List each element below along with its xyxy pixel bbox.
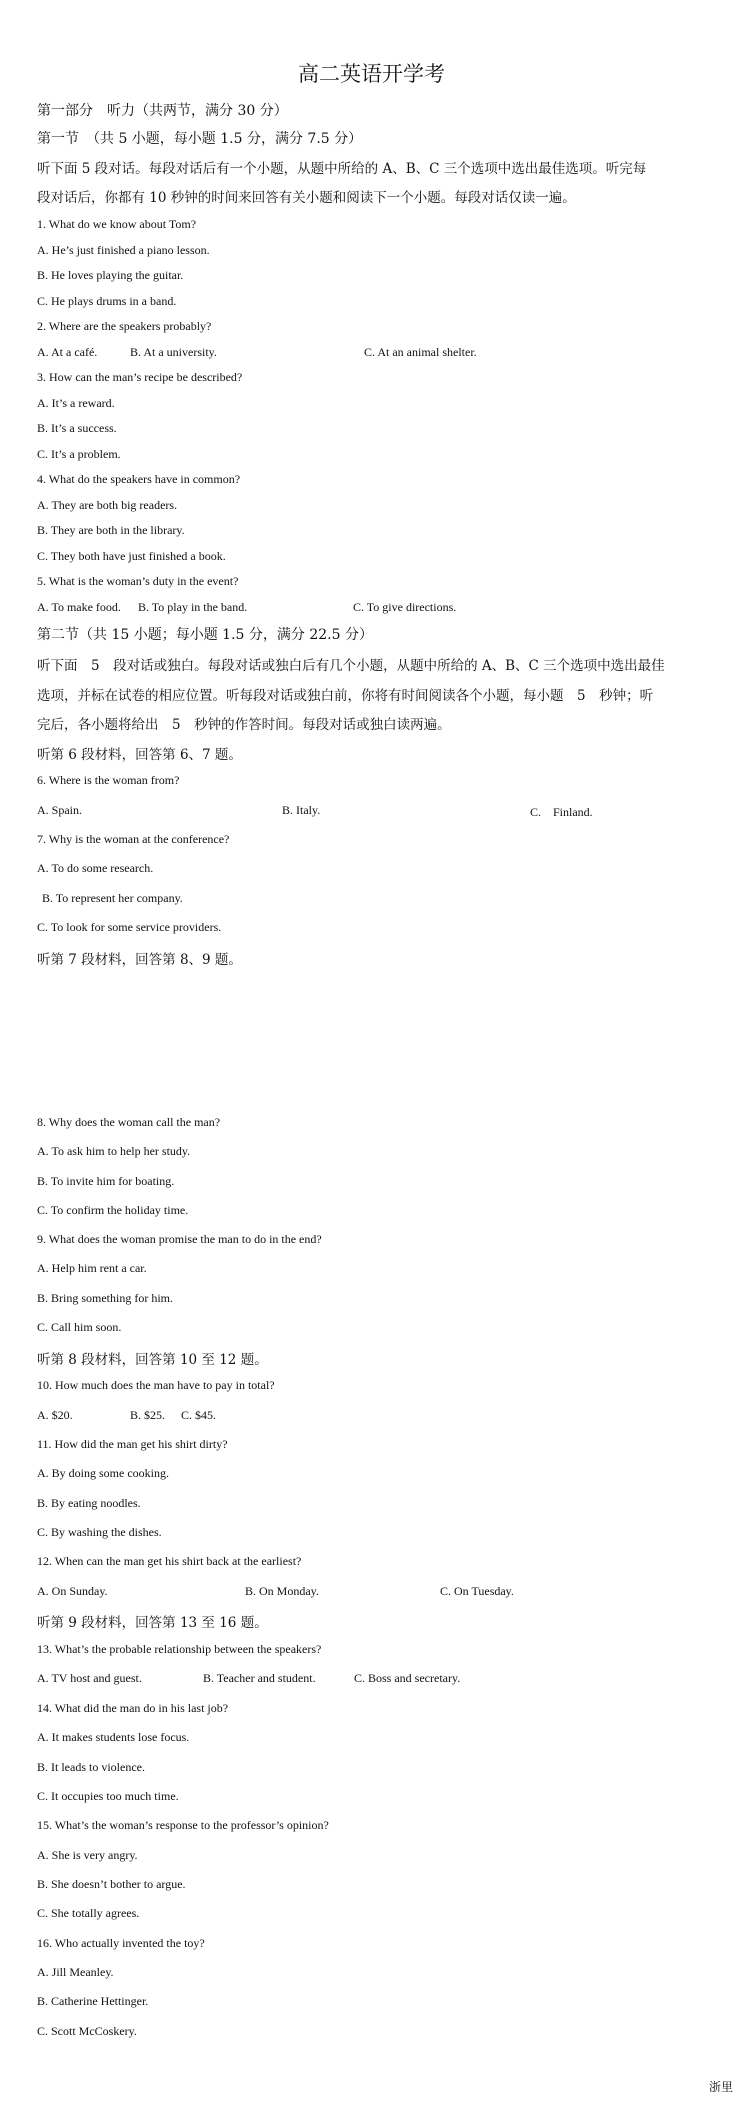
option-9b: B. Bring something for him.	[37, 1291, 173, 1305]
material-7-label: 听第 7 段材料，回答第 8、9 题。	[37, 952, 242, 968]
option-2a: A. At a café.	[37, 345, 98, 359]
option-15b: B. She doesn’t bother to argue.	[37, 1877, 186, 1891]
option-7c: C. To look for some service providers.	[37, 920, 222, 934]
option-15a: A. She is very angry.	[37, 1848, 138, 1862]
question-3: 3. How can the man’s recipe be described?	[37, 370, 243, 384]
option-10c: C. $45.	[181, 1408, 217, 1422]
question-14: 14. What did the man do in his last job?	[37, 1701, 229, 1715]
option-8b: B. To invite him for boating.	[37, 1174, 175, 1188]
option-5a: A. To make food.	[37, 600, 121, 614]
section2-instructions-line3: 完后，各小题将给出 5 秒钟的作答时间。每段对话或独白读两遍。	[37, 717, 451, 733]
option-7a: A. To do some research.	[37, 861, 154, 875]
question-15: 15. What’s the woman’s response to the professor’s opinion?	[37, 1818, 329, 1832]
option-10a: A. $20.	[37, 1408, 73, 1422]
option-8a: A. To ask him to help her study.	[37, 1144, 191, 1158]
part1-heading: 第一部分 听力（共两节，满分 30 分）	[37, 103, 288, 119]
option-9a: A. Help him rent a car.	[37, 1261, 147, 1275]
option-6a: A. Spain.	[37, 803, 82, 817]
option-11b: B. By eating noodles.	[37, 1496, 141, 1510]
question-12: 12. When can the man get his shirt back at the earliest?	[37, 1554, 302, 1568]
option-1c: C. He plays drums in a band.	[37, 294, 177, 308]
option-14c: C. It occupies too much time.	[37, 1789, 179, 1803]
footer-watermark: 浙里	[708, 2080, 733, 2094]
section1-instructions-line2: 段对话后，你都有 10 秒钟的时间来回答有关小题和阅读下一个小题。每段对话仅读一遍。	[37, 190, 576, 206]
option-11c: C. By washing the dishes.	[37, 1525, 162, 1539]
option-13b: B. Teacher and student.	[203, 1671, 316, 1685]
question-2: 2. Where are the speakers probably?	[37, 319, 212, 333]
option-14b: B. It leads to violence.	[37, 1760, 145, 1774]
question-5: 5. What is the woman’s duty in the event?	[37, 574, 239, 588]
option-4a: A. They are both big readers.	[37, 498, 178, 512]
option-5c: C. To give directions.	[353, 600, 457, 614]
option-13c: C. Boss and secretary.	[354, 1671, 461, 1685]
option-15c: C. She totally agrees.	[37, 1906, 140, 1920]
option-6c: C. Finland.	[530, 805, 593, 819]
option-12c: C. On Tuesday.	[440, 1584, 514, 1598]
option-3b: B. It’s a success.	[37, 421, 117, 435]
option-6b: B. Italy.	[282, 803, 321, 817]
option-9c: C. Call him soon.	[37, 1320, 122, 1334]
section1-heading: 第一节 （共 5 小题，每小题 1.5 分，满分 7.5 分）	[37, 131, 363, 147]
question-7: 7. Why is the woman at the conference?	[37, 832, 230, 846]
option-13a: A. TV host and guest.	[37, 1671, 142, 1685]
option-16a: A. Jill Meanley.	[37, 1965, 114, 1979]
section2-instructions-line2: 选项，并标在试卷的相应位置。听每段对话或独白前，你将有时间阅读各个小题，每小题 5 秒钟；听	[37, 688, 654, 704]
option-2b: B. At a university.	[130, 345, 217, 359]
question-8: 8. Why does the woman call the man?	[37, 1115, 221, 1129]
option-3c: C. It’s a problem.	[37, 447, 121, 461]
option-11a: A. By doing some cooking.	[37, 1466, 169, 1480]
question-13: 13. What’s the probable relationship between the speakers?	[37, 1642, 322, 1656]
option-4c: C. They both have just finished a book.	[37, 549, 226, 563]
option-14a: A. It makes students lose focus.	[37, 1730, 190, 1744]
question-10: 10. How much does the man have to pay in total?	[37, 1378, 275, 1392]
question-6: 6. Where is the woman from?	[37, 773, 180, 787]
option-5b: B. To play in the band.	[138, 600, 248, 614]
section2-instructions-line1: 听下面 5 段对话或独白。每段对话或独白后有几个小题，从题中所给的 A、B、C 三个选项中选出最佳	[37, 658, 665, 674]
material-6-label: 听第 6 段材料，回答第 6、7 题。	[37, 747, 242, 763]
option-2c: C. At an animal shelter.	[364, 345, 477, 359]
question-11: 11. How did the man get his shirt dirty?	[37, 1437, 228, 1451]
question-1: 1. What do we know about Tom?	[37, 217, 197, 231]
option-10b: B. $25.	[130, 1408, 166, 1422]
option-8c: C. To confirm the holiday time.	[37, 1203, 189, 1217]
option-7b: B. To represent her company.	[42, 891, 183, 905]
option-4b: B. They are both in the library.	[37, 523, 185, 537]
material-8-label: 听第 8 段材料，回答第 10 至 12 题。	[37, 1352, 268, 1368]
question-16: 16. Who actually invented the toy?	[37, 1936, 205, 1950]
question-4: 4. What do the speakers have in common?	[37, 472, 241, 486]
option-3a: A. It’s a reward.	[37, 396, 115, 410]
option-12b: B. On Monday.	[245, 1584, 319, 1598]
material-9-label: 听第 9 段材料，回答第 13 至 16 题。	[37, 1615, 268, 1631]
exam-title: 高二英语开学考	[298, 62, 445, 86]
section2-heading: 第二节（共 15 小题；每小题 1.5 分，满分 22.5 分）	[37, 627, 373, 643]
option-16b: B. Catherine Hettinger.	[37, 1994, 149, 2008]
option-16c: C. Scott McCoskery.	[37, 2024, 137, 2038]
option-1a: A. He’s just finished a piano lesson.	[37, 243, 210, 257]
option-1b: B. He loves playing the guitar.	[37, 268, 184, 282]
question-9: 9. What does the woman promise the man to do in the end?	[37, 1232, 322, 1246]
section1-instructions-line1: 听下面 5 段对话。每段对话后有一个小题，从题中所给的 A、B、C 三个选项中选出最佳选项。听完每	[37, 161, 647, 177]
option-12a: A. On Sunday.	[37, 1584, 108, 1598]
